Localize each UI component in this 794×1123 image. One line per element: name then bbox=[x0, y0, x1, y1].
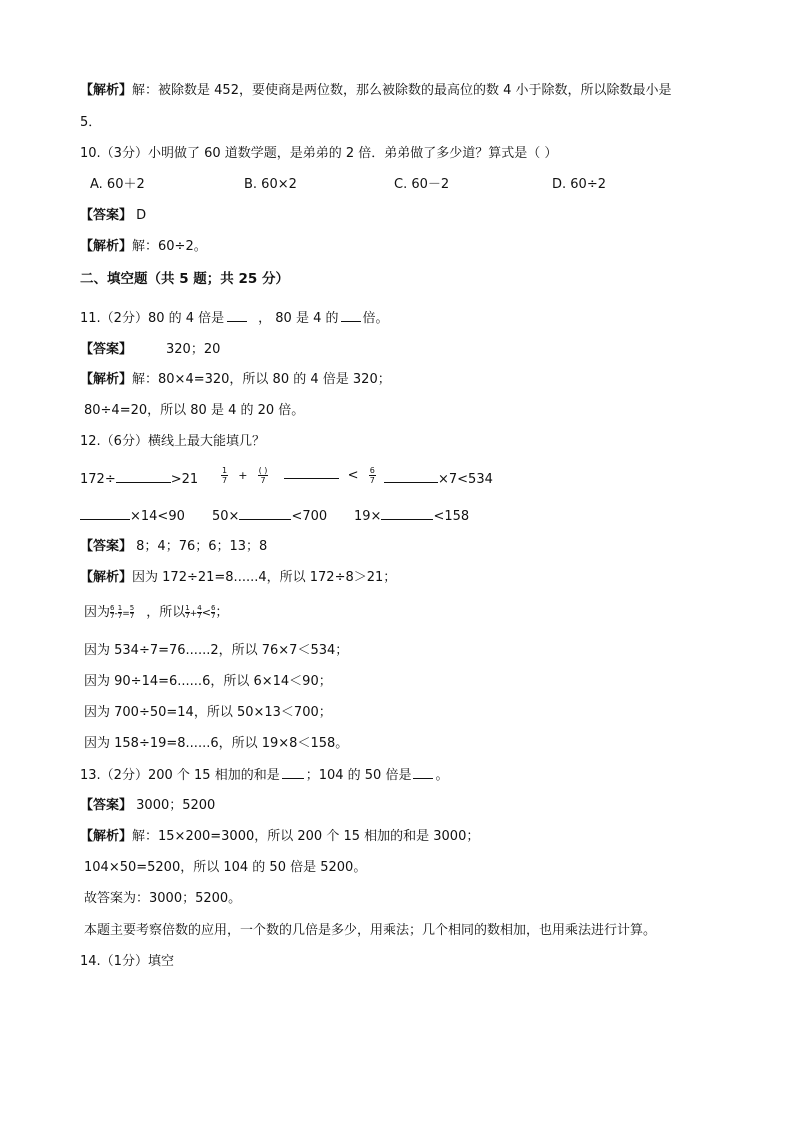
fraction: $\frac{6}{7}$ bbox=[210, 604, 216, 620]
answer-blank[interactable] bbox=[413, 766, 433, 779]
q10-answer: 【答案】 D bbox=[80, 208, 147, 223]
answer-blank[interactable] bbox=[381, 507, 433, 520]
fraction: $\frac{1}{7}$ bbox=[185, 604, 190, 620]
q12-item-1: 172÷ >21 bbox=[80, 472, 199, 487]
q12-analysis-fraction-line: 因为 $\frac{6}{7}$ - $\frac{1}{7}$ = $\frac{5}{7}$ ，所以 $\frac{1}{7}$ + $\frac{4}{7}$ < $\frac{6}{7}$ ； bbox=[84, 604, 229, 620]
q12-item-3: ×7<534 bbox=[384, 470, 493, 489]
section-title: 二、填空题（共 5 题；共 25 分） bbox=[80, 271, 289, 287]
answer-blank[interactable] bbox=[284, 466, 339, 479]
q10-option-a: A. 60＋2 bbox=[90, 177, 145, 192]
fraction: $\frac{4}{7}$ bbox=[197, 604, 202, 620]
answer-blank[interactable] bbox=[116, 470, 171, 483]
q12-item-4: ×14<90 bbox=[80, 507, 185, 526]
q12-analysis: 【解析】因为 172÷21=8......4，所以 172÷8＞21； bbox=[80, 570, 397, 585]
fraction: $\frac{1}{7}$ bbox=[117, 604, 123, 620]
q9-analysis: 【解析】解：被除数是 452，要使商是两位数，那么被除数的最高位的数 4 小于除数，所以除数最小是 bbox=[80, 83, 672, 98]
q11-analysis: 【解析】解：80×4=320，所以 80 的 4 倍是 320； bbox=[80, 372, 391, 387]
answer-blank[interactable] bbox=[239, 507, 291, 520]
q12-item-5: 50× <700 bbox=[212, 509, 328, 524]
q11-stem: 11.（2分）80 的 4 倍是 ， 80 是 4 的 倍。 bbox=[80, 311, 389, 326]
analysis-label: 【解析】 bbox=[80, 83, 133, 98]
q12-analysis-line5: 因为 700÷50=14，所以 50×13＜700； bbox=[84, 705, 332, 720]
q12-analysis-line3: 因为 534÷7=76......2，所以 76×7＜534； bbox=[84, 643, 349, 658]
q12-answer: 【答案】 8；4；76；6；13；8 bbox=[80, 539, 268, 554]
q12-item-6: 19× <158 bbox=[354, 509, 470, 524]
fraction: $\frac{6}{7}$ bbox=[110, 604, 115, 620]
q14-stem: 14.（1分）填空 bbox=[80, 954, 174, 969]
q13-analysis-line4: 本题主要考察倍数的应用，一个数的几倍是多少，用乘法；几个相同的数相加，也用乘法进行计算。 bbox=[84, 923, 657, 938]
q13-analysis: 【解析】解：15×200=3000，所以 200 个 15 相加的和是 3000； bbox=[80, 829, 480, 844]
answer-blank[interactable] bbox=[341, 309, 361, 322]
q13-stem: 13.（2分）200 个 15 相加的和是 ；104 的 50 倍是 。 bbox=[80, 768, 449, 783]
fraction: $\frac{6}{7}$ bbox=[369, 466, 375, 485]
q10-analysis: 【解析】解：60÷2。 bbox=[80, 239, 207, 254]
q12-analysis-line4: 因为 90÷14=6......6，所以 6×14＜90； bbox=[84, 674, 332, 689]
q9-analysis-cont: 5． bbox=[80, 115, 102, 130]
q12-analysis-line6: 因为 158÷19=8......6，所以 19×8＜158。 bbox=[84, 736, 349, 751]
answer-blank[interactable] bbox=[227, 309, 247, 322]
answer-blank[interactable] bbox=[282, 766, 304, 779]
q11-analysis-cont: 80÷4=20，所以 80 是 4 的 20 倍。 bbox=[84, 403, 305, 418]
q10-option-d: D. 60÷2 bbox=[552, 177, 606, 192]
fraction: $\frac{5}{7}$ bbox=[129, 604, 135, 620]
q10-option-b: B. 60×2 bbox=[244, 177, 297, 192]
q13-analysis-line2: 104×50=5200，所以 104 的 50 倍是 5200。 bbox=[84, 860, 367, 875]
q13-answer: 【答案】 3000；5200 bbox=[80, 798, 216, 813]
answer-blank[interactable] bbox=[384, 470, 438, 483]
q13-analysis-line3: 故答案为：3000；5200。 bbox=[84, 891, 242, 906]
q11-answer: 【答案】 320；20 bbox=[80, 342, 221, 357]
q12-stem: 12.（6分）横线上最大能填几？ bbox=[80, 434, 265, 449]
fraction: $\frac{1}{7}$ bbox=[222, 466, 228, 485]
fraction: $\frac{( )}{7}$ bbox=[258, 466, 268, 485]
q12-item-2: $\frac{1}{7}$ + $\frac{( )}{7}$ < $\frac{6}{7}$ bbox=[222, 466, 375, 485]
q10-stem: 10.（3分）小明做了 60 道数学题，是弟弟的 2 倍．弟弟做了多少道？算式是（ ） bbox=[80, 146, 558, 161]
q10-option-c: C. 60－2 bbox=[394, 177, 450, 192]
answer-blank[interactable] bbox=[80, 507, 130, 520]
